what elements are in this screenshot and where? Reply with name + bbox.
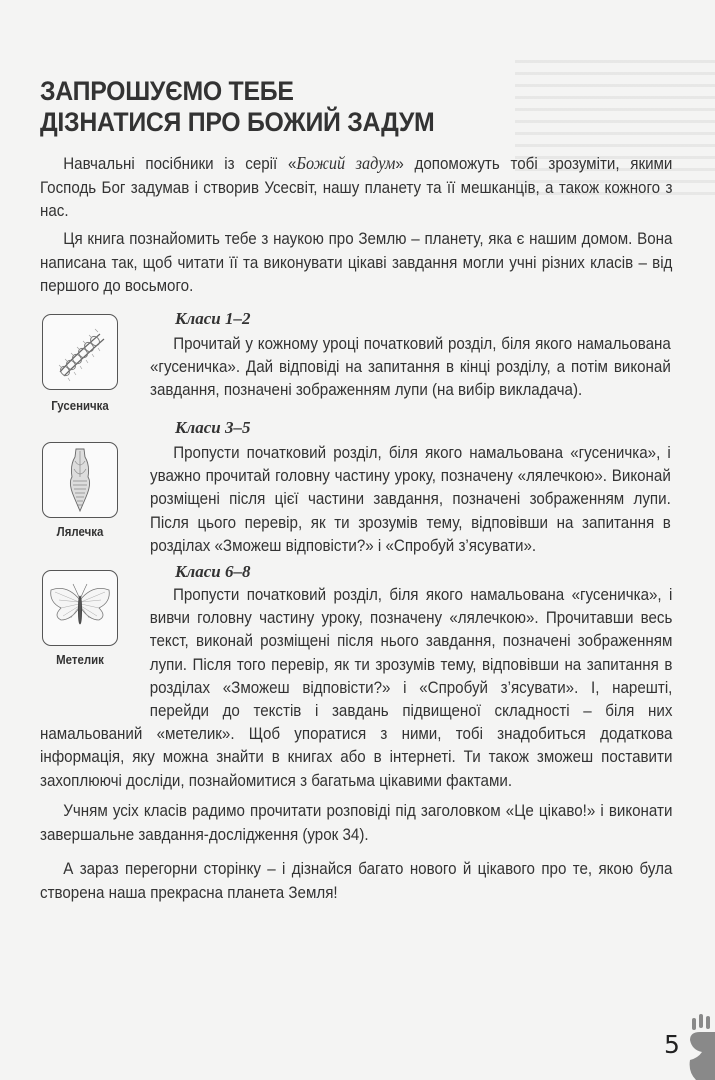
- closing-paragraph-2: А зараз перегорни сторінку – і дізнайся багато нового й цікавого про те, якою була створена наша прекрасна планета Земля!: [40, 860, 673, 902]
- title-line-1: ЗАПРОШУЄМО ТЕБЕ: [40, 76, 294, 106]
- caterpillar-icon: [50, 322, 110, 382]
- float-spacer: [40, 584, 150, 723]
- section-heading-grades-3-5: Класи 3–5: [175, 418, 251, 437]
- section-heading-grades-6-8: Класи 6–8: [175, 562, 251, 581]
- butterfly-label: Метелик: [56, 652, 104, 667]
- chrysalis-icon-box: [42, 442, 118, 518]
- caterpillar-label: Гусеничка: [51, 398, 109, 413]
- chrysalis-icon: [60, 447, 100, 513]
- title-line-2: ДІЗНАТИСЯ ПРО БОЖИЙ ЗАДУМ: [40, 107, 435, 137]
- section-heading-grades-1-2: Класи 1–2: [175, 309, 251, 328]
- closing-paragraph-1: Учням усіх класів радимо прочитати розповіді під заголовком «Це цікаво!» і виконати завершальне завдання-дослідження (урок 34).: [40, 802, 673, 844]
- intro-paragraph: [40, 152, 672, 224]
- page-title: [40, 76, 434, 138]
- section-text-grades-1-2: Прочитай у кожному уроці початковий розділ, біля якого намальована «гусеничка». Дай відповіді на запитання в кінці розділу, а потім виконай завдання, позначені зображенням лупи (на вибір викладача).: [150, 335, 671, 400]
- handprint-icon: [688, 1012, 715, 1080]
- chrysalis-label: Лялечка: [56, 524, 104, 539]
- section-text-grades-6-8-wrapper: [40, 584, 672, 793]
- intro-text-end: » допоможуть тобі зрозуміти, якими Господь Бог задумав і створив Усесвіт, нашу планету та її мешканців, а також кожного з нас.: [40, 155, 673, 220]
- page-number: 5: [664, 1030, 680, 1059]
- book-description-paragraph: Ця книга познайомить тебе з наукою про Землю – планету, яка є нашим домом. Вона написана так, щоб читати її та виконувати цікаві завдання могли учні різних класів – від першого до восьмого.: [40, 230, 673, 295]
- section-text-grades-3-5: Пропусти початковий розділ, біля якого намальована «гусеничка», і уважно прочитай головну частину уроку, позначену «лялечкою». Виконай розміщені після цієї частини завдання, позначені зображенням лупи. Після цього перевір, як ти зрозумів тему, відповівши на запитання в розділах «Зможеш відповісти?» і «Спробуй з’ясувати».: [150, 444, 671, 555]
- series-title: Божий задум: [296, 153, 396, 173]
- section-text-grades-6-8: Пропусти початковий розділ, біля якого намальована «гусеничка», і вивчи головну частину уроку, позначену «лялечкою». Прочитавши весь текст, виконай розміщені після нього завдання, позначені зображенням лупи. Після того перевір, як ти зрозумів тему, відповівши на запитання в розділах «Зможеш відповісти?» і «Спробуй з’ясувати». І, нарешті, перейди до текстів і завдань підвищеної складності – біля них намальований «метелик». Щоб упоратися з ними, тобі знадобиться додаткова інформація, яку можна знайти в книгах або в інтернеті. Ти також зможеш поставити захоплюючі досліди, познайомитися з багатьма цікавими фактами.: [40, 586, 673, 790]
- caterpillar-icon-box: [42, 314, 118, 390]
- intro-text-start: Навчальні посібники із серії «: [63, 155, 297, 173]
